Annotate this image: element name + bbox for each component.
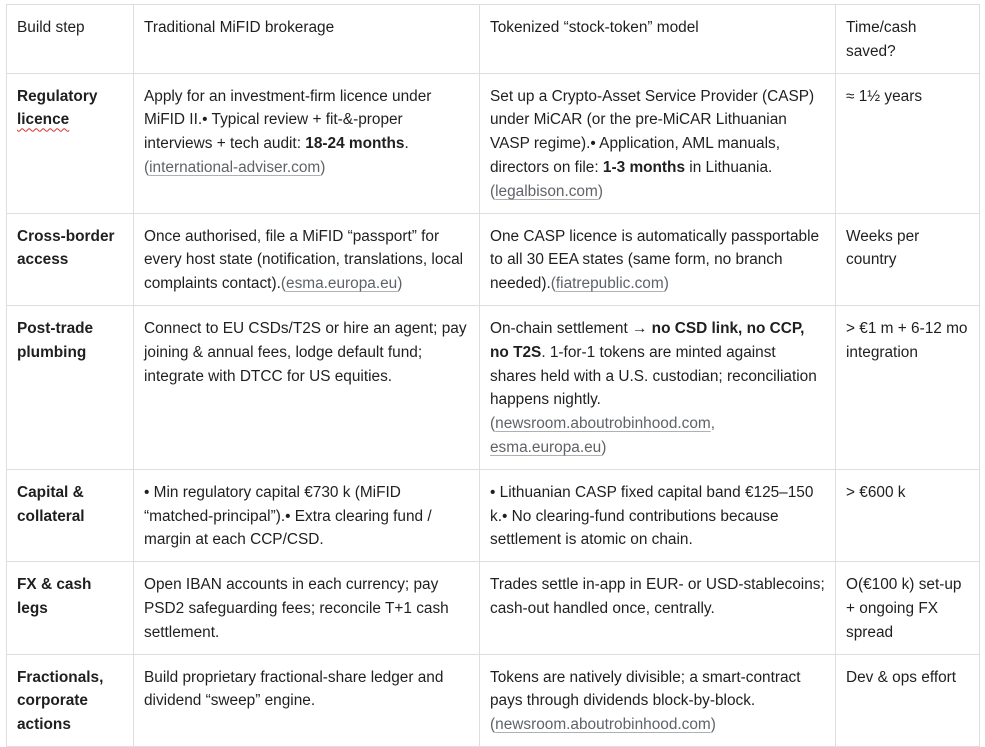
cell-text: Once authorised, file a MiFID “passport” for every host state (notification, translations, local complaints contact). bbox=[144, 227, 464, 293]
source-paren: ) bbox=[710, 716, 716, 734]
traditional-cell: • Min regulatory capital €730 k (MiFID “matched-principal”).• Extra clearing fund / margin at each CCP/CSD. bbox=[134, 469, 480, 561]
row-step-cell: FX & cash legs bbox=[7, 562, 134, 654]
table-row bbox=[7, 654, 980, 746]
traditional-cell: Build proprietary fractional-share ledger and dividend “sweep” engine. bbox=[134, 654, 480, 746]
source-link[interactable]: international-adviser.com bbox=[149, 158, 321, 176]
cell-text: On-chain settlement → bbox=[490, 319, 652, 337]
cell-text: One CASP licence is automatically passportable to all 30 EEA states (same form, no branch needed). bbox=[490, 227, 820, 293]
saved-cell: O(€100 k) set-up + ongoing FX spread bbox=[836, 562, 980, 654]
source-link[interactable]: fiatrepublic.com bbox=[555, 275, 664, 293]
cell-text: in Lithuania. bbox=[685, 158, 773, 176]
comparison-table bbox=[6, 4, 980, 747]
row-step-cell: Post-trade plumbing bbox=[7, 305, 134, 469]
source-link[interactable]: newsroom.aboutrobinhood.com bbox=[495, 415, 711, 433]
source-separator: , bbox=[710, 415, 716, 433]
cell-bold-text: 18-24 months bbox=[305, 135, 405, 153]
tokenized-cell bbox=[480, 654, 836, 746]
saved-cell: > €600 k bbox=[836, 469, 980, 561]
traditional-cell bbox=[134, 213, 480, 305]
source-link[interactable]: esma.europa.eu bbox=[490, 438, 602, 456]
source-paren: ( bbox=[550, 275, 556, 293]
tokenized-cell bbox=[480, 305, 836, 469]
table-row bbox=[7, 562, 980, 654]
source-link[interactable]: newsroom.aboutrobinhood.com bbox=[495, 716, 711, 734]
row-step-cell: Capital & collateral bbox=[7, 469, 134, 561]
tokenized-cell bbox=[480, 73, 836, 213]
saved-cell: ≈ 1½ years bbox=[836, 73, 980, 213]
header-time-cash-saved: Time/cash saved? bbox=[836, 5, 980, 74]
step-label: Regulatory bbox=[17, 87, 98, 105]
cell-text: Tokens are natively divisible; a smart-contract pays through dividends block-by-block. bbox=[490, 668, 801, 710]
cell-bold-text: 1-3 months bbox=[602, 158, 686, 176]
source-paren: ( bbox=[280, 275, 287, 293]
source-paren: ) bbox=[320, 158, 326, 176]
header-build-step: Build step bbox=[7, 5, 134, 74]
source-paren: ) bbox=[601, 438, 607, 456]
traditional-cell: Connect to EU CSDs/T2S or hire an agent; pay joining & annual fees, lodge default fund; integrate with DTCC for US equities. bbox=[134, 305, 480, 469]
source-paren: ) bbox=[397, 275, 403, 293]
table-row bbox=[7, 469, 980, 561]
cell-text: Set up a Crypto-Asset Service Provider (CASP) under MiCAR (or the pre-MiCAR Lithuanian VASP regime).• Application, AML manuals, directors on file: bbox=[490, 87, 815, 176]
table-row bbox=[7, 305, 980, 469]
cell-bold-text: no CSD link, no CCP, no T2S bbox=[490, 319, 805, 361]
source-paren: ( bbox=[144, 158, 150, 176]
traditional-cell bbox=[134, 73, 480, 213]
step-label-misspelled[interactable]: licence bbox=[17, 111, 70, 129]
header-tokenized: Tokenized “stock-token” model bbox=[480, 5, 836, 74]
row-step-cell: Fractionals, corporate actions bbox=[7, 654, 134, 746]
saved-cell: Dev & ops effort bbox=[836, 654, 980, 746]
source-paren: ( bbox=[490, 716, 496, 734]
tokenized-cell: Trades settle in-app in EUR- or USD-stablecoins; cash-out handled once, centrally. bbox=[480, 562, 836, 654]
source-paren: ) bbox=[663, 275, 669, 293]
table-header-row bbox=[7, 5, 980, 74]
source-paren: ( bbox=[490, 415, 496, 433]
source-paren: ( bbox=[490, 182, 496, 200]
source-paren: ) bbox=[597, 182, 603, 200]
cell-text: Apply for an investment-firm licence under MiFID II.• Typical review + fit-&-proper interviews + tech audit: bbox=[144, 87, 432, 153]
table-row bbox=[7, 213, 980, 305]
cell-text: . 1-for-1 tokens are minted against shares held with a U.S. custodian; reconciliation happens nightly. bbox=[490, 343, 817, 409]
table-row bbox=[7, 73, 980, 213]
saved-cell: Weeks per country bbox=[836, 213, 980, 305]
source-link[interactable]: legalbison.com bbox=[495, 182, 598, 200]
row-step-cell bbox=[7, 73, 134, 213]
saved-cell: > €1 m + 6-12 mo integration bbox=[836, 305, 980, 469]
source-link[interactable]: esma.europa.eu bbox=[286, 275, 398, 293]
tokenized-cell: • Lithuanian CASP fixed capital band €125–150 k.• No clearing-fund contributions because settlement is atomic on chain. bbox=[480, 469, 836, 561]
tokenized-cell bbox=[480, 213, 836, 305]
header-traditional: Traditional MiFID brokerage bbox=[134, 5, 480, 74]
row-step-cell: Cross-border access bbox=[7, 213, 134, 305]
cell-text: . bbox=[404, 135, 409, 153]
traditional-cell: Open IBAN accounts in each currency; pay PSD2 safeguarding fees; reconcile T+1 cash settlement. bbox=[134, 562, 480, 654]
